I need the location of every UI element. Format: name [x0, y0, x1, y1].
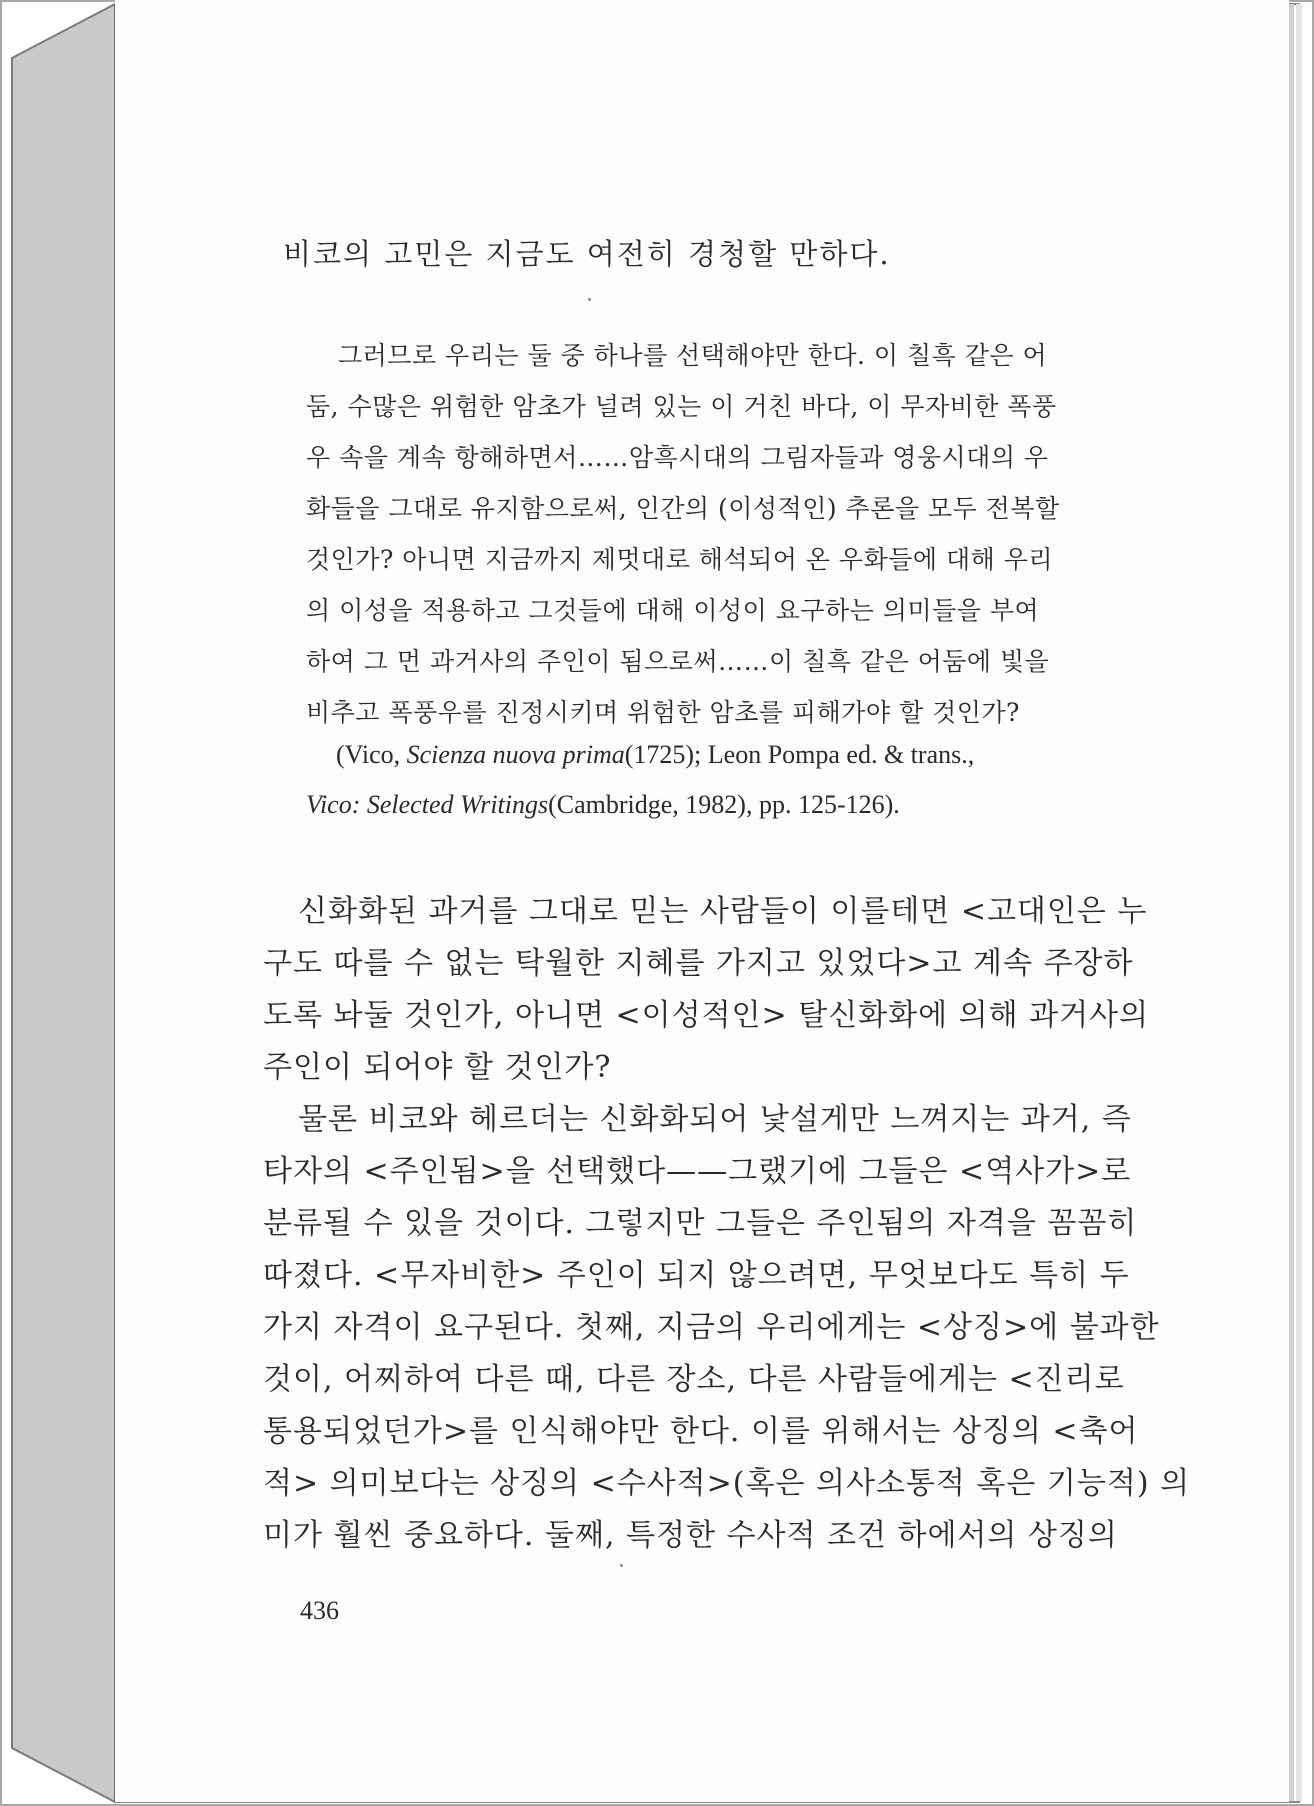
scan-speck [620, 1564, 623, 1567]
citation-line-2 [306, 790, 900, 820]
citation-line-1 [336, 740, 974, 770]
body-line: 따졌다. <무자비한> 주인이 되지 않으려면, 무엇보다도 특히 두 [263, 1258, 1130, 1293]
body-line: 구도 따를 수 없는 탁월한 지혜를 가지고 있었다>고 계속 주장하 [263, 946, 1134, 981]
body-line: 신화화된 과거를 그대로 믿는 사람들이 이를테면 <고대인은 누 [298, 894, 1148, 929]
citation-title-italic: Vico: Selected Writings [306, 790, 549, 819]
quote-line: 화들을 그대로 유지함으로써, 인간의 (이성적인) 추론을 모두 전복할 [306, 494, 1060, 523]
quote-line: 그러므로 우리는 둘 중 하나를 선택해야만 한다. 이 칠흑 같은 어 [338, 341, 1048, 370]
body-line: 적> 의미보다는 상징의 <수사적>(혹은 의사소통적 혹은 기능적) 의 [263, 1466, 1191, 1501]
citation-text: (Vico, [336, 740, 407, 769]
body-line: 주인이 되어야 할 것인가? [263, 1050, 612, 1085]
body-line: 타자의 <주인됨>을 선택했다——그랬기에 그들은 <역사가>로 [263, 1154, 1132, 1189]
quote-line: 의 이성을 적용하고 그것들에 대해 이성이 요구하는 의미들을 부여 [306, 596, 1040, 625]
quote-line: 것인가? 아니면 지금까지 제멋대로 해석되어 온 우화들에 대해 우리 [306, 545, 1054, 574]
scan-speck [588, 298, 591, 301]
quote-line: 하여 그 먼 과거사의 주인이 됨으로써……이 칠흑 같은 어둠에 빛을 [306, 647, 1050, 676]
quote-line: 우 속을 계속 항해하면서……암흑시대의 그림자들과 영웅시대의 우 [306, 443, 1049, 472]
quote-line: 비추고 폭풍우를 진정시키며 위험한 암초를 피해가야 할 것인가? [306, 698, 1020, 727]
body-line: 미가 훨씬 중요하다. 둘째, 특정한 수사적 조건 하에서의 상징의 [263, 1518, 1118, 1553]
body-line: 물론 비코와 헤르더는 신화화되어 낯설게만 느껴지는 과거, 즉 [298, 1102, 1132, 1137]
body-line: 것이, 어찌하여 다른 때, 다른 장소, 다른 사람들에게는 <진리로 [263, 1362, 1125, 1397]
body-line: 통용되었던가>를 인식해야만 한다. 이를 위해서는 상징의 <축어 [263, 1414, 1139, 1449]
intro-sentence: 비코의 고민은 지금도 여전히 경청할 만하다. [283, 237, 891, 271]
body-line: 분류될 수 있을 것이다. 그렇지만 그들은 주인됨의 자격을 꼼꼼히 [263, 1206, 1138, 1241]
body-line: 가지 자격이 요구된다. 첫째, 지금의 우리에게는 <상징>에 불과한 [263, 1310, 1160, 1345]
page-number: 436 [300, 1596, 339, 1625]
citation-title-italic: Scienza nuova prima [406, 740, 625, 769]
citation-text: (1725); Leon Pompa ed. & trans., [624, 740, 975, 769]
body-line: 도록 놔둘 것인가, 아니면 <이성적인> 탈신화화에 의해 과거사의 [263, 998, 1150, 1033]
quote-line: 둠, 수많은 위험한 암초가 널려 있는 이 거친 바다, 이 무자비한 폭풍 [306, 392, 1057, 421]
citation-text: (Cambridge, 1982), pp. 125-126). [548, 790, 900, 819]
